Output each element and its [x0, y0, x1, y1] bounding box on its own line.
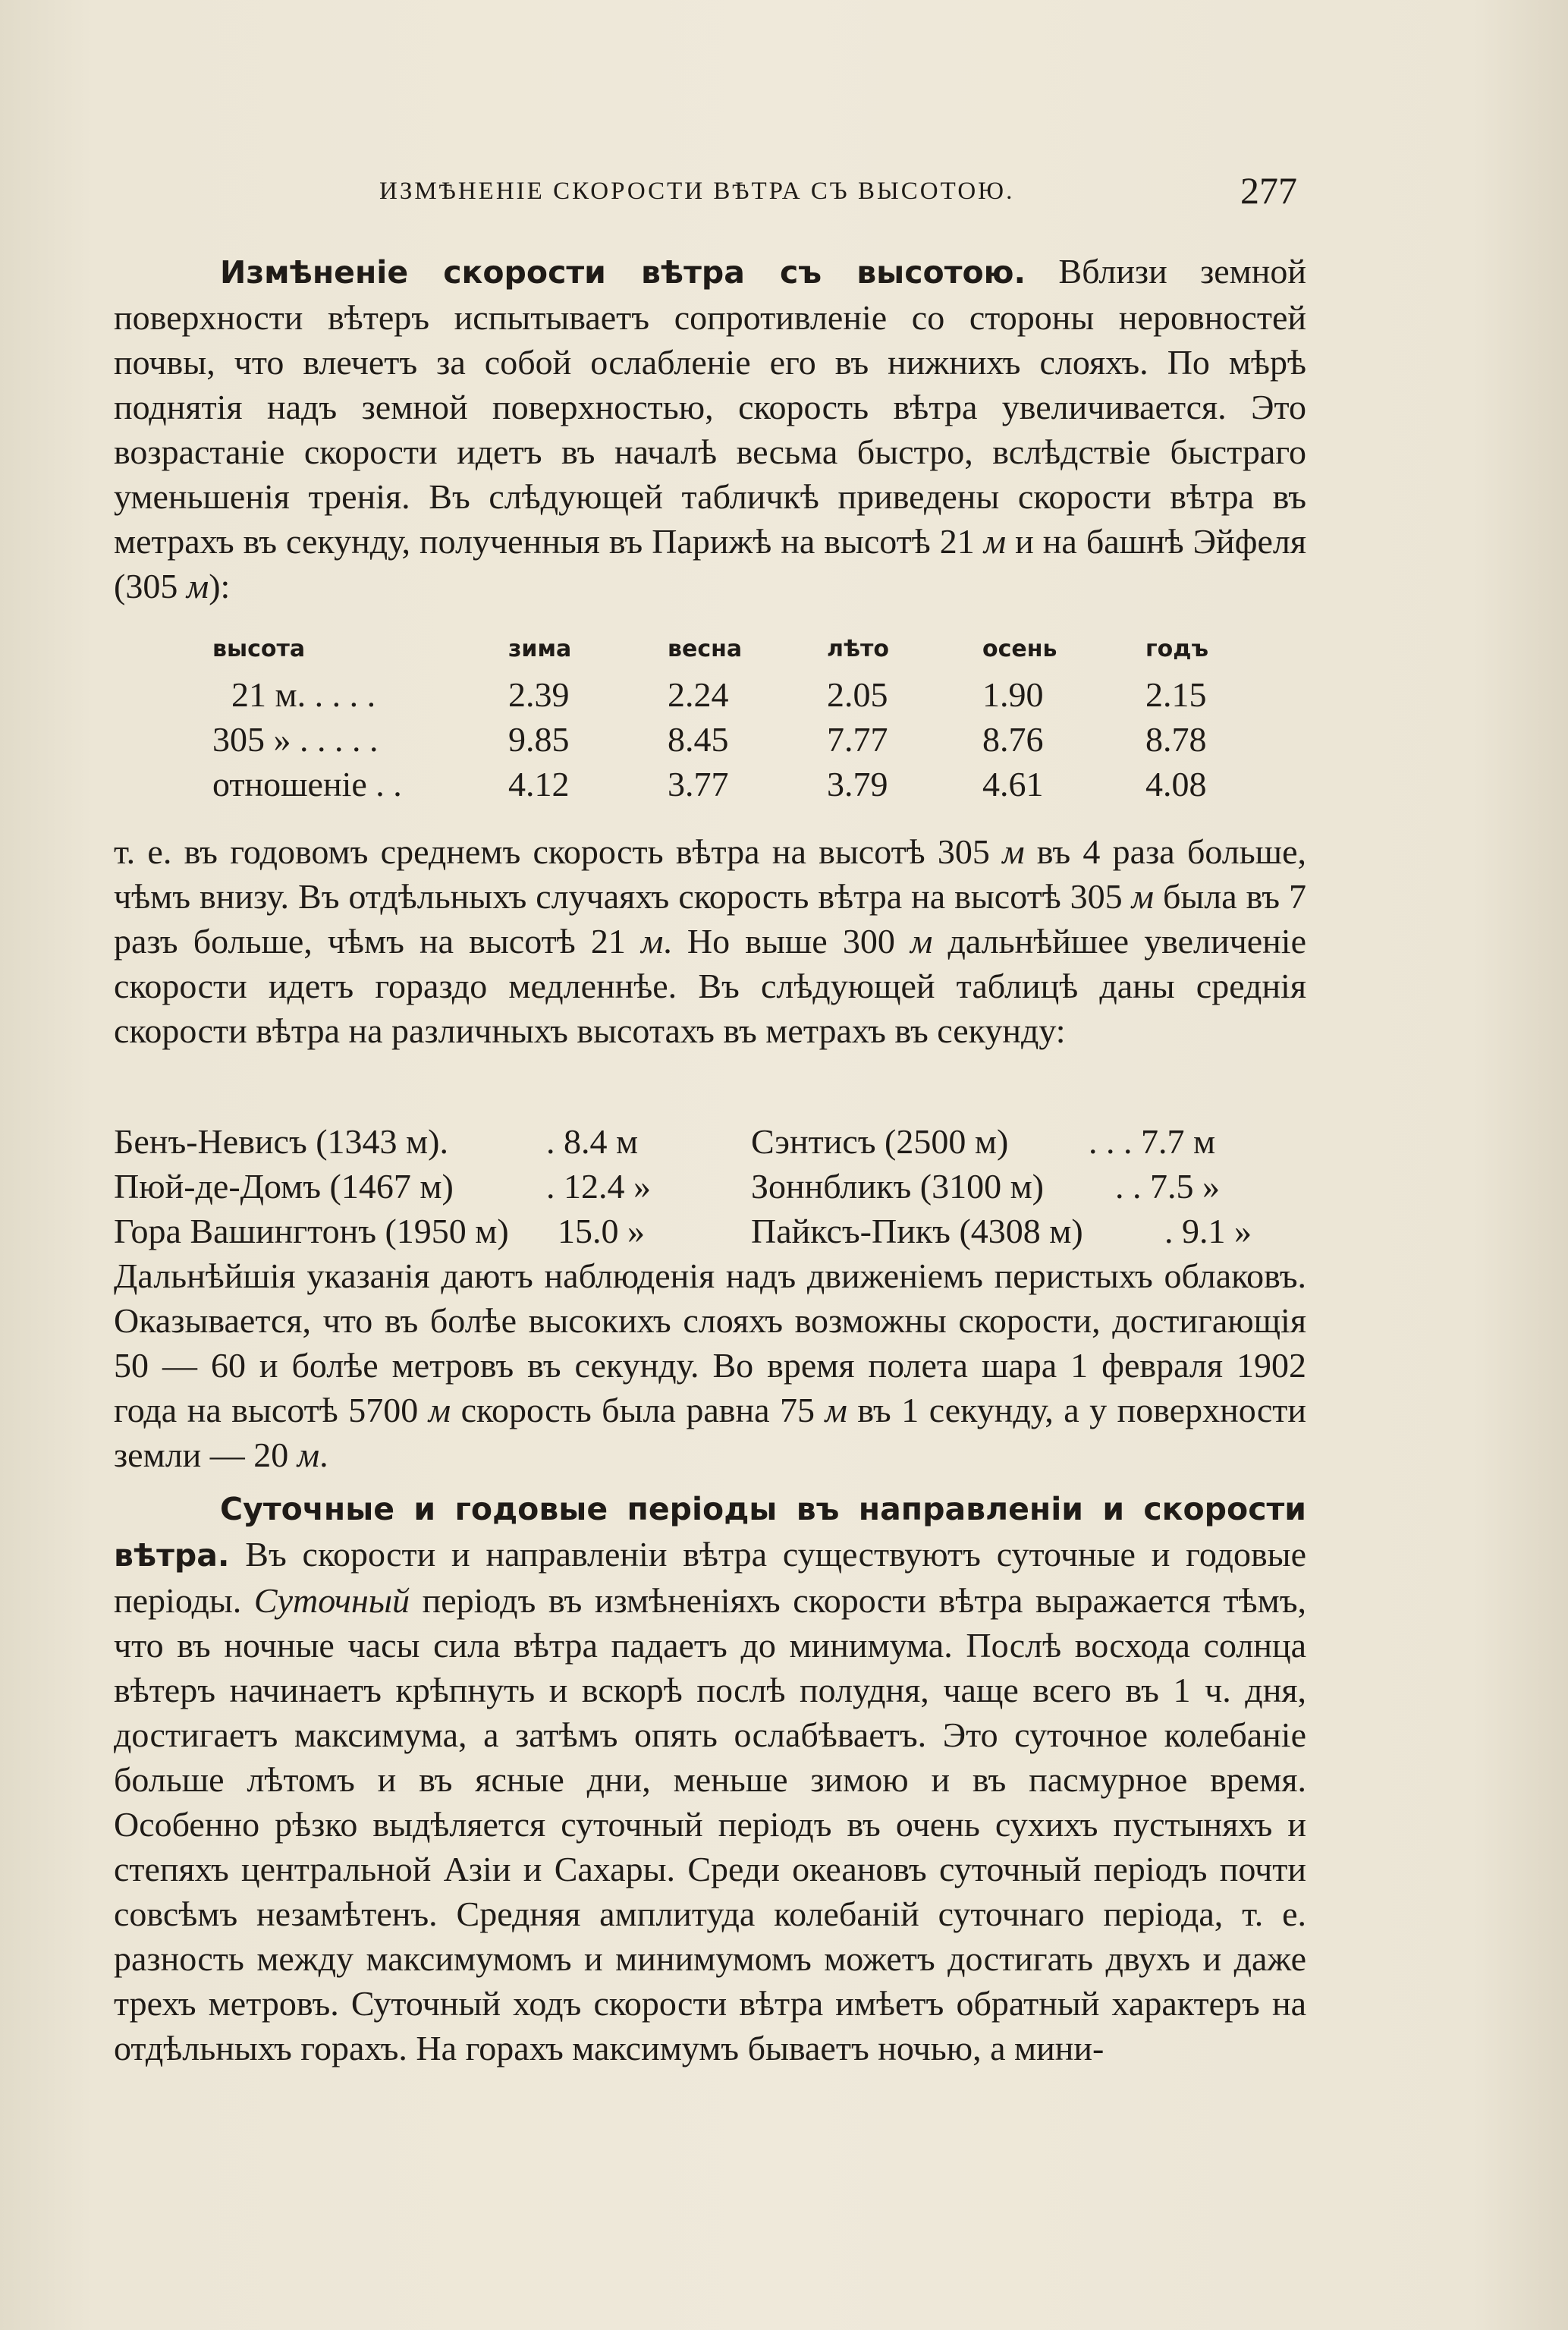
table-cell: отношеніе . . — [212, 765, 402, 803]
table-cell: 3.77 — [668, 765, 729, 803]
station-name: Сэнтисъ (2500 м) — [751, 1122, 1009, 1161]
table-cell: 1.90 — [982, 675, 1044, 714]
paragraph-intro: Измѣненіе скорости вѣтра съ высотою. Вблизи земной поверхности вѣтеръ испытываетъ сопротивленіе со стороны неровностей почвы, что влечетъ за собой ослабленіе его въ нижнихъ слояхъ. По мѣрѣ поднятія надъ земной поверхностью, скорость вѣтра увеличивается. Это возрастаніе скорости идетъ въ началѣ весьма быстро, вслѣдствіе быстраго уменьшенія тренія. Въ слѣдующей табличкѣ приведены скорости вѣтра въ метрахъ въ секунду, полученныя въ Парижѣ на высотѣ 21 м и на башнѣ Эйфеля (305 м): — [114, 252, 1306, 605]
station-value: . 8.4 м — [546, 1122, 639, 1161]
table-cell: 2.05 — [827, 675, 888, 714]
table-cell: 21 м. . . . . — [231, 675, 376, 714]
table-row — [114, 1209, 1306, 1253]
station-value: . . 7.5 » — [1115, 1167, 1220, 1206]
station-value: . 12.4 » — [546, 1167, 651, 1206]
section-diurnal-periods: Суточные и годовые періоды въ направленіи и скорости вѣтра. Въ скорости и направленіи вѣтра существуютъ суточные и годовые періоды. Суточный періодъ въ измѣненіяхъ скорости вѣтра выражается тѣмъ, что въ ночные часы сила вѣтра падаетъ до минимума. Послѣ восхода солнца вѣтеръ начинаетъ крѣпнуть и вскорѣ послѣ полудня, чаще всего въ 1 ч. дня, достигаетъ максимума, а затѣмъ опять ослабѣваетъ. Это суточное колебаніе больше лѣтомъ и въ ясные дни, меньше зимою и въ пасмурное время. Особенно рѣзко выдѣляется суточный періодъ въ очень сухихъ пустыняхъ и степяхъ центральной Азіи и Сахары. Среди океановъ суточный періодъ почти совсѣмъ незамѣтенъ. Средняя амплитуда колебаній суточнаго періода, т. е. разность между максимумомъ и минимумомъ можетъ достигать двухъ и даже трехъ метровъ. Суточный ходъ скорости вѣтра имѣетъ обратный характеръ на отдѣльныхъ горахъ. На горахъ максимумъ бываетъ ночью, а мини- — [114, 1491, 1306, 2067]
table-cell: 2.39 — [508, 675, 570, 714]
table-row — [212, 717, 1297, 762]
paragraph-cirrus-clouds: Дальнѣйшія указанія даютъ наблюденія надъ движеніемъ перистыхъ облаковъ. Оказывается, что въ болѣе высокихъ слояхъ возможны скорости, достигающія 50 — 60 и болѣе метровъ въ секунду. Во время полета шара 1 февраля 1902 года на высотѣ 5700 м скорость была равна 75 м въ 1 секунду, а у поверхности земли — 20 м. — [114, 1256, 1306, 1474]
table-cell: 4.08 — [1145, 765, 1207, 803]
column-header: лѣто — [827, 635, 890, 662]
table-cell: 8.76 — [982, 720, 1044, 759]
running-head: ИЗМѢНЕНІЕ СКОРОСТИ ВѢТРА СЪ ВЫСОТОЮ. — [379, 178, 1015, 205]
station-name: Пюй-де-Домъ (1467 м) — [114, 1167, 454, 1206]
table-cell: 7.77 — [827, 720, 888, 759]
table-cell: 8.45 — [668, 720, 729, 759]
page-number: 277 — [1240, 169, 1297, 212]
seasonal-wind-table — [212, 630, 1297, 807]
column-header: весна — [668, 635, 743, 662]
station-name: Бенъ-Невисъ (1343 м). — [114, 1122, 448, 1161]
column-header: зима — [508, 635, 572, 662]
station-value: . 9.1 » — [1164, 1212, 1252, 1250]
table-row — [212, 762, 1297, 807]
column-header: осень — [982, 635, 1057, 662]
table-cell: 8.78 — [1145, 720, 1207, 759]
station-name: Пайксъ-Пикъ (4308 м) — [751, 1212, 1083, 1250]
table-cell: 2.15 — [1145, 675, 1207, 714]
station-name: Зоннбликъ (3100 м) — [751, 1167, 1044, 1206]
page-header — [114, 168, 1297, 214]
section-wind-speed-height — [114, 249, 1306, 608]
table-cell: 4.61 — [982, 765, 1044, 803]
table-cell: 305 » . . . . . — [212, 720, 379, 759]
table-cell: 2.24 — [668, 675, 729, 714]
paragraph-annual-mean: т. е. въ годовомъ среднемъ скорость вѣтра на высотѣ 305 м въ 4 раза больше, чѣмъ внизу. Въ отдѣльныхъ случаяхъ скорость вѣтра на высотѣ 305 м была въ 7 разъ больше, чѣмъ на высотѣ 21 м. Но выше 300 м дальнѣйшее увеличеніе скорости идетъ гораздо медленнѣе. Въ слѣдующей таблицѣ даны среднія скорости вѣтра на различныхъ высотахъ въ метрахъ въ секунду: — [114, 832, 1307, 1050]
table-header-row — [212, 630, 1297, 672]
table-row — [114, 1119, 1306, 1164]
table-row — [212, 672, 1297, 717]
section-heading: Суточные и годовые періоды въ направленіи и скорости вѣтра. — [114, 1491, 1306, 1574]
column-header: высота — [212, 635, 306, 662]
section-heading: Измѣненіе скорости вѣтра съ высотою. — [220, 254, 1026, 291]
column-header: годъ — [1145, 635, 1209, 662]
table-cell: 4.12 — [508, 765, 570, 803]
station-value: . . . 7.7 м — [1089, 1122, 1216, 1161]
table-cell: 9.85 — [508, 720, 570, 759]
station-value: 15.0 » — [558, 1212, 645, 1250]
station-name: Гора Вашингтонъ (1950 м) — [114, 1212, 509, 1250]
table-cell: 3.79 — [827, 765, 888, 803]
mountain-wind-table — [114, 1119, 1306, 1253]
table-row — [114, 1164, 1306, 1209]
